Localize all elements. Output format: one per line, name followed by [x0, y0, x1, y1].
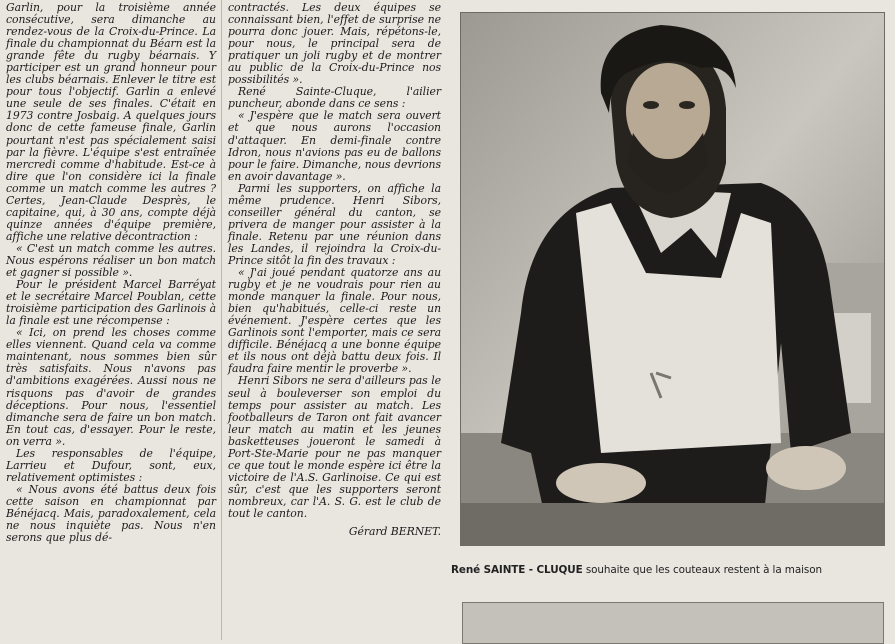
paragraph: « J'ai joué pendant quatorze ans au rugby et je ne voudrais pour rien au monde manquer la finale. Pour nous, bien qu'habitués, celle-ci reste un événement. J'espère certes que les Garlinois sont l'emporter, mais ce sera difficile. Bénéjacq a une bonne équipe et ils nous ont déjà battu deux fois. Il faudra faire mentir le proverbe ». [228, 266, 441, 376]
column-divider [221, 0, 222, 640]
paragraph: Les responsables de l'équipe, Larrieu et Dufour, sont, eux, relativement optimistes : [6, 446, 216, 484]
paragraph: Henri Sibors ne sera d'ailleurs pas le seul à bouleverser son emploi du temps pour assister au match. Les footballeurs de Taron ont fait avancer leur match au matin et les jeunes basketteuses joueront le samedi à Port-Ste-Marie pour ne pas manquer ce que tout le monde espère ici être la victoire de l'A.S. Garlinoise. Ce qui est sûr, c'est que les supporters seront nombreux, car l'A. S. G. est le club de tout le canton. [228, 374, 441, 520]
photo-caption [451, 564, 891, 576]
article-column-2 [228, 2, 441, 538]
portrait-photo [460, 12, 885, 546]
paragraph: « J'espère que le match sera ouvert et que nous aurons l'occasion d'attaquer. En demi-finale contre Idron, nous n'avions pas eu de ballons pour le faire. Dimanche, nous devrions en avoir davantage ». [228, 109, 441, 183]
second-photo-top-edge [462, 602, 884, 644]
article-column-1 [6, 2, 216, 544]
caption-text: souhaite que les couteaux restent à la maison [582, 564, 822, 576]
paragraph: « Ici, on prend les choses comme elles viennent. Quand cela va comme maintenant, nous sommes bien sûr très satisfaits. Nous n'avons pas d'ambitions exagérées. Aussi nous ne risquons pas d'avoir de grandes déceptions. Pour nous, l'essentiel dimanche sera de faire un bon match. En tout cas, d'essayer. Pour le reste, on verra ». [6, 326, 216, 448]
paragraph: « Nous avons été battus deux fois cette saison en championnat par Bénéjacq. Mais, paradoxalement, cela ne nous inquiète pas. Nous n'en serons que plus dé- [6, 482, 216, 545]
paragraph: « C'est un match comme les autres. Nous espérons réaliser un bon match et gagner si possible ». [6, 241, 216, 280]
paragraph: René Sainte-Cluque, l'ailier puncheur, abonde dans ce sens : [228, 85, 441, 111]
paragraph: contractés. Les deux équipes se connaissant bien, l'effet de surprise ne pourra donc jouer. Mais, répétons-le, pour nous, le principal sera de pratiquer un joli rugby et de montrer au public de la Croix-du-Prince nos possibilités ». [228, 1, 441, 87]
paragraph: Garlin, pour la troisième année consécutive, sera dimanche au rendez-vous de la Croix-du-Prince. La finale du championnat du Béarn est la grande fête du rugby béarnais. Y participer est un grand honneur pour les clubs béarnais. Enlever le titre est pour tous l'objectif. Garlin a enlevé une seule de ses finales. C'était en 1973 contre Josbaig. A quelques jours donc de cette fameuse finale, Garlin pourtant n'est pas spécialement saisi par la fièvre. L'équipe s'est entraînée mercredi comme d'habitude. Est-ce à dire que l'on considère ici la finale comme un match comme les autres ? Certes, Jean-Claude Desprès, le capitaine, qui, à 30 ans, compte déjà quinze années d'équipe première, affiche une relative décontraction : [6, 1, 216, 243]
paragraph: Pour le président Marcel Barréyat et le secrétaire Marcel Poublan, cette troisième participation des Garlinois à la finale est une récompense : [6, 278, 216, 328]
caption-name: René SAINTE - CLUQUE [451, 564, 583, 576]
paragraph: Parmi les supporters, on affiche la même prudence. Henri Sibors, conseiller général du canton, se privera de manger pour assister à la finale. Retenu par une réunion dans les Landes, il rejoindra la Croix-du-Prince sitôt la fin des travaux : [228, 181, 441, 267]
portrait-illustration [461, 13, 884, 545]
byline: Gérard BERNET. [348, 525, 441, 539]
